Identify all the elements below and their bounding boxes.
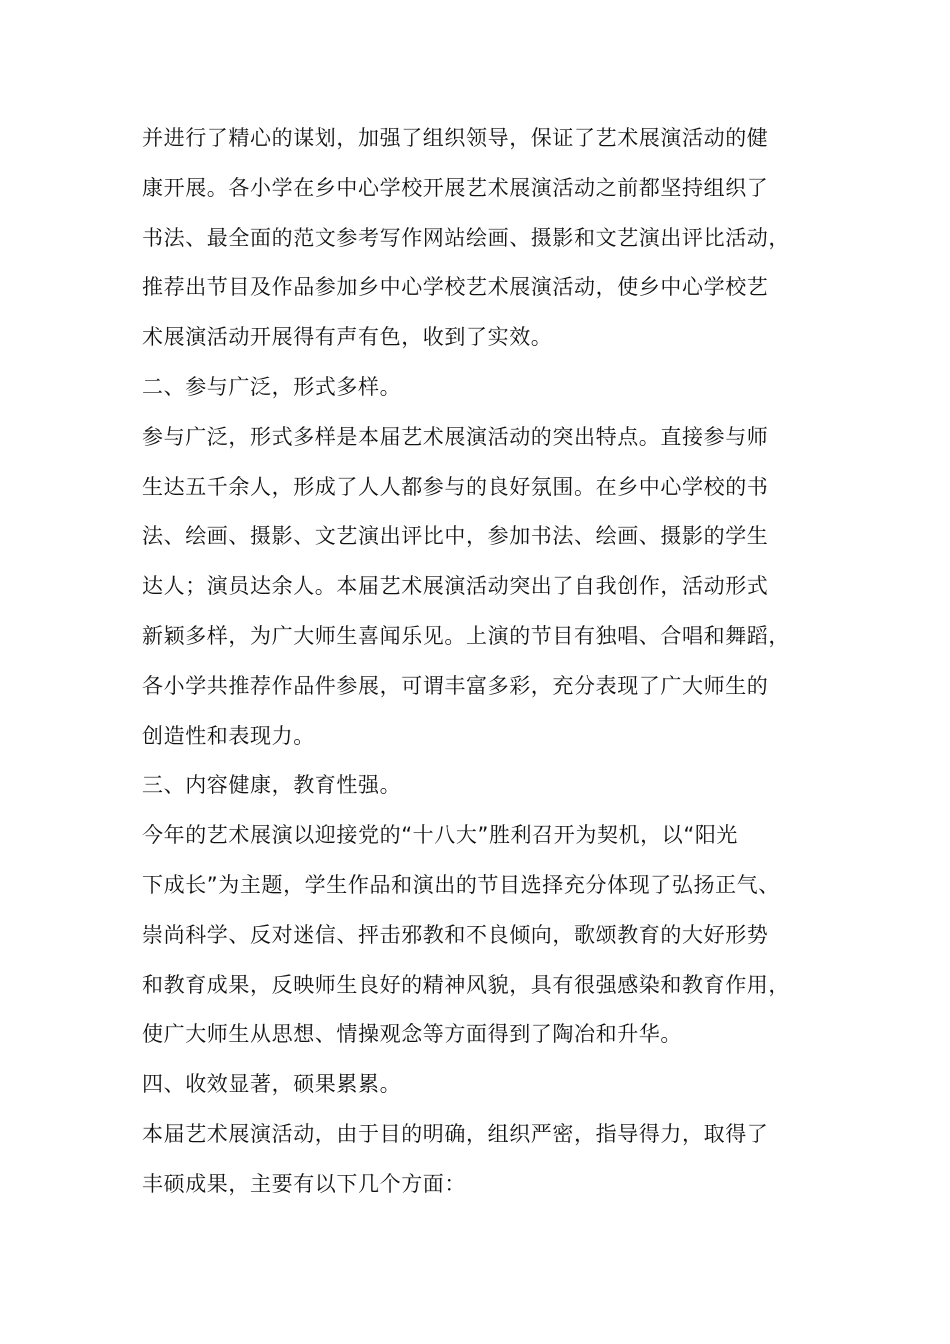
- text-line: 生达五千余人，形成了人人都参与的良好氛围。在乡中心学校的书: [142, 474, 769, 499]
- text-line: 达人；演员达余人。本届艺术展演活动突出了自我创作，活动形式: [142, 574, 769, 599]
- text-line: 创造性和表现力。: [142, 723, 315, 748]
- text-line: 法、绘画、摄影、文艺演出评比中，参加书法、绘画、摄影的学生: [142, 524, 769, 549]
- text-line: 书法、最全面的范文参考写作网站绘画、摄影和文艺演出评比活动，: [142, 225, 790, 250]
- text-line: 崇尚科学、反对迷信、抨击邪教和不良倾向，歌颂教育的大好形势: [142, 922, 769, 947]
- text-line: 和教育成果，反映师生良好的精神风貌，具有很强感染和教育作用，: [142, 972, 790, 997]
- text-line: 本届艺术展演活动，由于目的明确，组织严密，指导得力，取得了: [142, 1121, 769, 1146]
- text-line: 丰硕成果，主要有以下几个方面：: [142, 1171, 466, 1196]
- text-line: 今年的艺术展演以迎接党的“十八大”胜利召开为契机，以“阳光: [142, 823, 739, 848]
- text-line: 推荐出节目及作品参加乡中心学校艺术展演活动，使乡中心学校艺: [142, 275, 769, 300]
- text-line: 并进行了精心的谋划，加强了组织领导，保证了艺术展演活动的健: [142, 126, 769, 150]
- text-line: 使广大师生从思想、情操观念等方面得到了陶冶和升华。: [142, 1022, 682, 1047]
- text-line: 术展演活动开展得有声有色，收到了实效。: [142, 325, 553, 350]
- text-line: 新颖多样，为广大师生喜闻乐见。上演的节目有独唱、合唱和舞蹈，: [142, 623, 790, 648]
- section-heading: 三、内容健康，教育性强。: [142, 773, 402, 798]
- text-line: 参与广泛，形式多样是本届艺术展演活动的突出特点。直接参与师: [142, 424, 769, 449]
- section-heading: 四、收效显著，硕果累累。: [142, 1072, 402, 1097]
- text-line: 各小学共推荐作品件参展，可谓丰富多彩，充分表现了广大师生的: [142, 673, 769, 698]
- section-heading: 二、参与广泛，形式多样。: [142, 374, 402, 399]
- text-line: 下成长”为主题，学生作品和演出的节目选择充分体现了弘扬正气、: [142, 872, 780, 897]
- document-body: [142, 114, 832, 1210]
- text-line: 康开展。各小学在乡中心学校开展艺术展演活动之前都坚持组织了: [142, 175, 769, 200]
